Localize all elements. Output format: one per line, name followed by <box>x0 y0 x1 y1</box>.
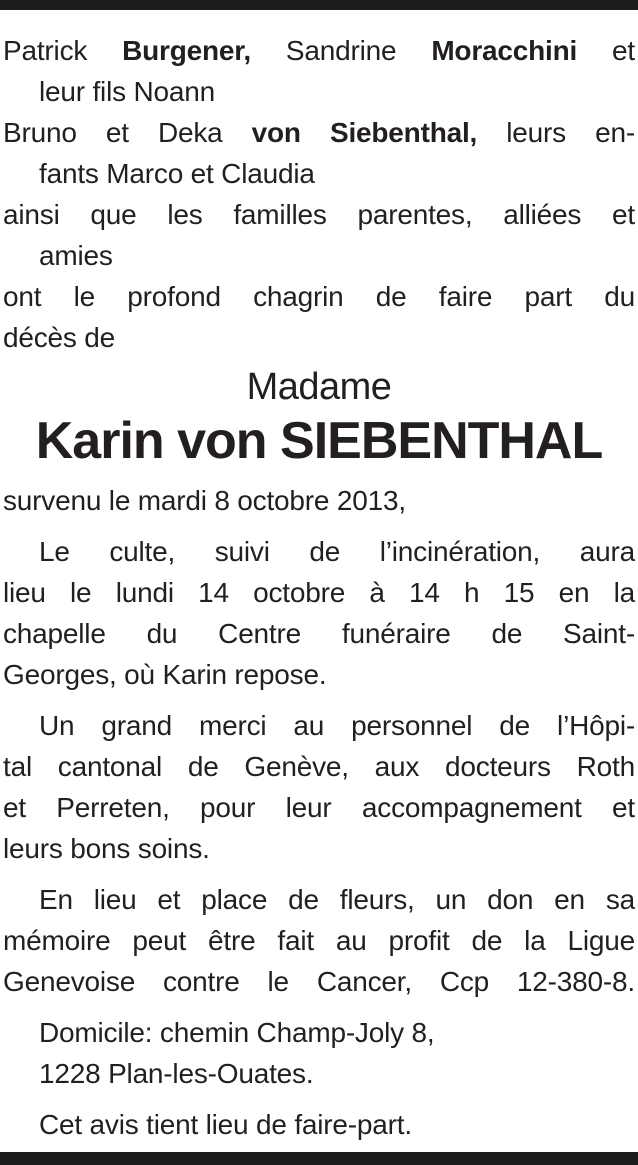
text-segment: Patrick <box>3 35 123 66</box>
address-line: 1228 Plan-les-Ouates. <box>39 1058 314 1089</box>
intro-line-1 <box>3 30 635 71</box>
intro-line-8: décès de <box>3 322 116 353</box>
text-segment-bold: von Siebenthal, <box>251 117 478 148</box>
intro-line-7: ont le profond chagrin de faire part du <box>3 281 635 312</box>
thanks-line: tal cantonal de Genève, aux docteurs Roth <box>3 751 635 782</box>
death-date-line: survenu le mardi 8 octobre 2013, <box>3 485 406 516</box>
text-segment-bold: Moracchini <box>431 35 578 66</box>
intro-line-6: amies <box>39 240 113 271</box>
address-line: Domicile: chemin Champ-Joly 8, <box>39 1017 435 1048</box>
donation-line: Genevoise contre le Cancer, Ccp 12-380-8. <box>3 966 635 997</box>
notice-content <box>0 10 638 1145</box>
salutation: Madame <box>246 366 392 408</box>
deceased-name: Karin von SIEBENTHAL <box>35 412 603 470</box>
donation-line: En lieu et place de fleurs, un don en sa <box>39 884 635 915</box>
intro-section <box>3 30 635 358</box>
text-segment: Bruno et Deka <box>3 117 252 148</box>
ceremony-line: chapelle du Centre funéraire de Saint- <box>3 618 635 649</box>
ceremony-line: Le culte, suivi de l’incinération, aura <box>39 536 635 567</box>
intro-line-4: fants Marco et Claudia <box>39 158 315 189</box>
ceremony-line: Georges, où Karin repose. <box>3 659 327 690</box>
top-rule <box>0 0 638 10</box>
text-segment: et <box>577 35 635 66</box>
donation-paragraph <box>3 879 635 1002</box>
ceremony-paragraph <box>3 531 635 695</box>
closing-block <box>3 1104 635 1145</box>
thanks-line: et Perreten, pour leur accompagnement et <box>3 792 635 823</box>
text-segment: leurs en- <box>477 117 635 148</box>
text-segment: Sandrine <box>251 35 432 66</box>
intro-line-2: leur fils Noann <box>39 76 215 107</box>
intro-line-3 <box>3 112 635 153</box>
donation-line: mémoire peut être fait au profit de la Ligue <box>3 925 635 956</box>
thanks-line: Un grand merci au personnel de l’Hôpi- <box>39 710 635 741</box>
ceremony-line: lieu le lundi 14 octobre à 14 h 15 en la <box>3 577 635 608</box>
thanks-paragraph <box>3 705 635 869</box>
intro-line-5: ainsi que les familles parentes, alliées et <box>3 199 635 230</box>
bottom-rule <box>0 1152 638 1165</box>
text-segment-bold: Burgener, <box>122 35 251 66</box>
address-block <box>3 1012 635 1094</box>
closing-line: Cet avis tient lieu de faire-part. <box>39 1109 412 1140</box>
thanks-line: leurs bons soins. <box>3 833 210 864</box>
